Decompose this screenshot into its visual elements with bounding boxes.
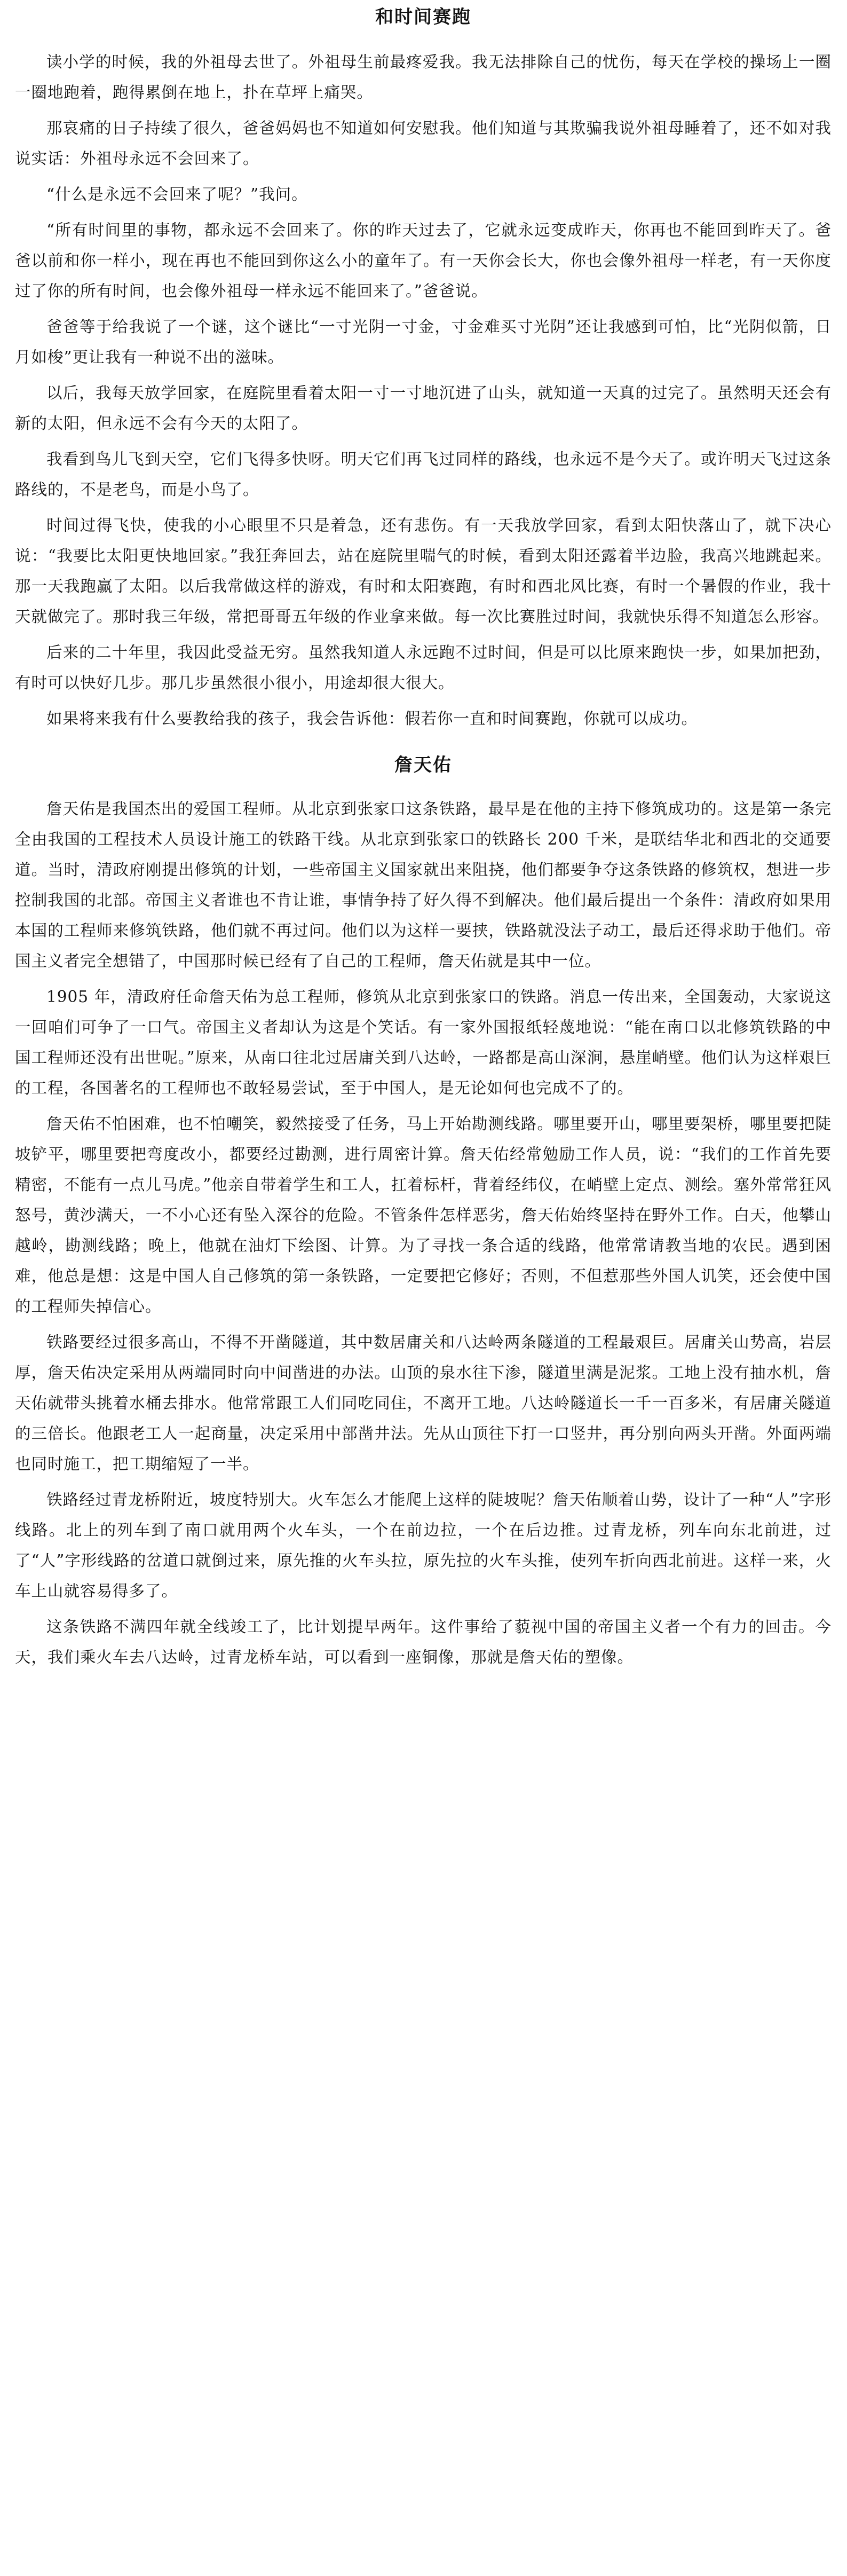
article-title: 和时间赛跑 — [375, 6, 471, 28]
paragraph: “所有时间里的事物，都永远不会回来了。你的昨天过去了，它就永远变成昨天，你再也不能回到昨天了。爸爸以前和你一样小，现在再也不能回到你这么小的童年了。有一天你会长大，你也会像外祖母一样老，有一天你度过了你的所有时间，也会像外祖母一样永远不能回来了。”爸爸说。 — [15, 221, 832, 300]
paragraph: 后来的二十年里，我因此受益无穷。虽然我知道人永远跑不过时间，但是可以比原来跑快一步，如果加把劲，有时可以快好几步。那几步虽然很小很小，用途却很大很大。 — [15, 643, 832, 692]
paragraph: 以后，我每天放学回家，在庭院里看着太阳一寸一寸地沉进了山头，就知道一天真的过完了。虽然明天还会有新的太阳，但永远不会有今天的太阳了。 — [15, 384, 832, 432]
article-zhan-tianyou — [15, 739, 832, 1673]
paragraph: 铁路要经过很多高山，不得不开凿隧道，其中数居庸关和八达岭两条隧道的工程最艰巨。居庸关山势高，岩层厚，詹天佑决定采用从两端同时向中间凿进的办法。山顶的泉水往下渗，隧道里满是泥浆。工地上没有抽水机，詹天佑就带头挑着水桶去排水。他常常跟工人们同吃同住，不离开工地。八达岭隧道长一千一百多米，有居庸关隧道的三倍长。他跟老工人一起商量，决定采用中部凿井法。先从山顶往下打一口竖井，再分别向两头开凿。外面两端也同时施工，把工期缩短了一半。 — [15, 1333, 832, 1473]
paragraph: 这条铁路不满四年就全线竣工了，比计划提早两年。这件事给了藐视中国的帝国主义者一个有力的回击。今天，我们乘火车去八达岭，过青龙桥车站，可以看到一座铜像，那就是詹天佑的塑像。 — [15, 1618, 832, 1666]
paragraph: 1905 年，清政府任命詹天佑为总工程师，修筑从北京到张家口的铁路。消息一传出来，全国轰动，大家说这一回咱们可争了一口气。帝国主义者却认为这是个笑话。有一家外国报纸轻蔑地说：“能在南口以北修筑铁路的中国工程师还没有出世呢。”原来，从南口往北过居庸关到八达岭，一路都是高山深涧，悬崖峭壁。他们认为这样艰巨的工程，各国著名的工程师也不敢轻易尝试，至于中国人，是无论如何也完成不了的。 — [15, 988, 832, 1097]
article-race-with-time — [15, 0, 832, 734]
paragraph: “什么是永远不会回来了呢？”我问。 — [46, 185, 308, 203]
paragraph: 时间过得飞快，使我的小心眼里不只是着急，还有悲伤。有一天我放学回家，看到太阳快落山了，就下决心说：“我要比太阳更快地回家。”我狂奔回去，站在庭院里喘气的时候，看到太阳还露着半边脸，我高兴地跳起来。那一天我跑赢了太阳。以后我常做这样的游戏，有时和太阳赛跑，有时和西北风比赛，有时一个暑假的作业，我十天就做完了。那时我三年级，常把哥哥五年级的作业拿来做。每一次比赛胜过时间，我就快乐得不知道怎么形容。 — [15, 516, 832, 626]
paragraph: 爸爸等于给我说了一个谜，这个谜比“一寸光阴一寸金，寸金难买寸光阴”还让我感到可怕，比“光阴似箭，日月如梭”更让我有一种说不出的滋味。 — [15, 318, 832, 366]
document-page — [15, 0, 832, 1678]
paragraph: 詹天佑不怕困难，也不怕嘲笑，毅然接受了任务，马上开始勘测线路。哪里要开山，哪里要架桥，哪里要把陡坡铲平，哪里要把弯度改小，都要经过勘测，进行周密计算。詹天佑经常勉励工作人员，说：“我们的工作首先要精密，不能有一点儿马虎。”他亲自带着学生和工人，扛着标杆，背着经纬仪，在峭壁上定点、测绘。塞外常常狂风怒号，黄沙满天，一不小心还有坠入深谷的危险。不管条件怎样恶劣，詹天佑始终坚持在野外工作。白天，他攀山越岭，勘测线路；晚上，他就在油灯下绘图、计算。为了寻找一条合适的线路，他常常请教当地的农民。遇到困难，他总是想：这是中国人自己修筑的第一条铁路，一定要把它修好；否则，不但惹那些外国人讥笑，还会使中国的工程师失掉信心。 — [15, 1115, 832, 1315]
paragraph: 读小学的时候，我的外祖母去世了。外祖母生前最疼爱我。我无法排除自己的忧伤，每天在学校的操场上一圈一圈地跑着，跑得累倒在地上，扑在草坪上痛哭。 — [15, 53, 832, 101]
paragraph: 我看到鸟儿飞到天空，它们飞得多快呀。明天它们再飞过同样的路线，也永远不是今天了。或许明天飞过这条路线的，不是老鸟，而是小鸟了。 — [15, 450, 832, 499]
paragraph: 铁路经过青龙桥附近，坡度特别大。火车怎么才能爬上这样的陡坡呢？詹天佑顺着山势，设计了一种“人”字形线路。北上的列车到了南口就用两个火车头，一个在前边拉，一个在后边推。过青龙桥，列车向东北前进，过了“人”字形线路的岔道口就倒过来，原先推的火车头拉，原先拉的火车头推，使列车折向西北前进。这样一来，火车上山就容易得多了。 — [15, 1491, 832, 1600]
paragraph: 詹天佑是我国杰出的爱国工程师。从北京到张家口这条铁路，最早是在他的主持下修筑成功的。这是第一条完全由我国的工程技术人员设计施工的铁路干线。从北京到张家口的铁路长 200 千米，是联结华北和西北的交通要道。当时，清政府刚提出修筑的计划，一些帝国主义国家就出来阻挠，他们都要争夺这条铁路的修筑权，想进一步控制我国的北部。帝国主义者谁也不肯让谁，事情争持了好久得不到解决。他们最后提出一个条件：清政府如果用本国的工程师来修筑铁路，他们就不再过问。他们以为这样一要挟，铁路就没法子动工，最后还得求助于他们。帝国主义者完全想错了，中国那时候已经有了自己的工程师，詹天佑就是其中一位。 — [15, 800, 832, 970]
paragraph: 如果将来我有什么要教给我的孩子，我会告诉他：假若你一直和时间赛跑，你就可以成功。 — [46, 710, 698, 728]
paragraph: 那哀痛的日子持续了很久，爸爸妈妈也不知道如何安慰我。他们知道与其欺骗我说外祖母睡着了，还不如对我说实话：外祖母永远不会回来了。 — [15, 119, 832, 168]
article-title: 詹天佑 — [394, 754, 452, 776]
